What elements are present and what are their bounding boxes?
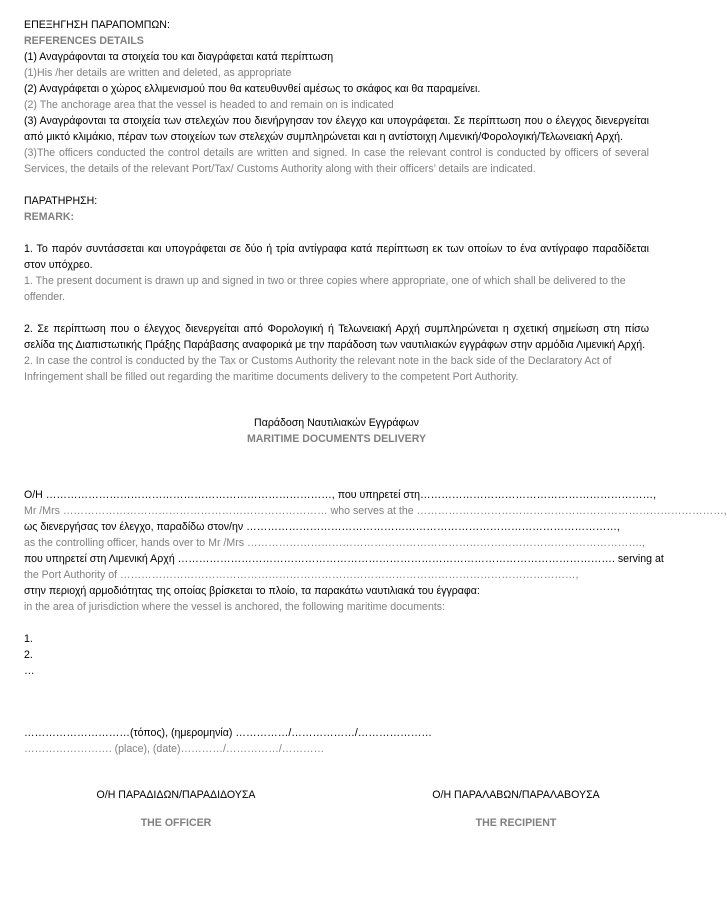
reference-1-gr: (1) Αναγράφονται τα στοιχεία του και διαγράφεται κατά περίπτωση (24, 51, 334, 63)
reference-2-gr: (2) Αναγράφεται ο χώρος ελλιμενισμού που θα κατευθυνθεί αμέσως το σκάφος και θα παραμείνει. (24, 83, 481, 95)
document-item-2: 2. (24, 649, 33, 661)
remark-1-en: 1. The present document is drawn up and signed in two or three copies where appropriate, one of which shall be delivered to the offender. (24, 275, 626, 303)
document-list (24, 631, 649, 679)
references-section (24, 17, 649, 177)
delivery-title-en: MARITIME DOCUMENTS DELIVERY (246, 433, 427, 445)
delivery-line-officer-en: Mr /Mrs ………………………………………………………………… who serves at the ……………………………………………………………………………, (24, 505, 727, 517)
references-title-gr: ΕΠΕΞΗΓΗΣΗ ΠΑΡΑΠΟΜΠΩΝ: (24, 19, 170, 31)
recipient-title-en: THE RECIPIENT (475, 817, 557, 829)
remark-section (24, 193, 649, 385)
reference-2-en: (2) The anchorage area that the vessel is headed to and remain on is indicated (24, 99, 394, 111)
place-date-en: ……………………. (place), (date)…………/……………/………… (24, 743, 325, 755)
delivery-line-area-gr: στην περιοχή αρμοδιότητας της οποίας βρίσκεται το πλοίο, τα παρακάτω ναυτιλιακά του έγγραφα: (24, 585, 480, 597)
remark-2-en: 2. In case the control is conducted by the Tax or Customs Authority the relevant note in the back side of the Declaratory Act of Infringement shall be filled out regarding the maritime documents delivery to the competent Port Authority. (24, 355, 612, 383)
place-date-section (24, 725, 649, 757)
document-item-3: … (24, 665, 35, 677)
officer-title-en: THE OFFICER (140, 817, 212, 829)
delivery-title-gr: Παράδοση Ναυτιλιακών Εγγράφων (254, 417, 419, 429)
reference-3-gr: (3) Αναγράφονται τα στοιχεία των στελεχών που διενήργησαν τον έλεγχο και υπογράφεται. Σε περίπτωση που ο έλεγχος διενεργείται από μικτό κλιμάκιο, πέραν των στοιχείων των στελεχών συμπληρώνεται και η αντίστοιχη Λιμενική/Φορολογική/Τελωνειακή Αρχή. (24, 115, 649, 143)
delivery-line-handover-en: as the controlling officer, hands over to Mr /Mrs …………………………………………………………………………………………………., (24, 537, 645, 549)
remark-2-gr: 2. Σε περίπτωση που ο έλεγχος διενεργείται από Φορολογική ή Τελωνειακή Αρχή συμπληρώνεται η σχετική σημείωση στη πίσω σελίδα της Διαπιστωτικής Πράξης Παράβασης αναφορικά με την παράδοση των ναυτιλιακών εγγράφων στην αρμόδια Λιμενική Αρχή. (24, 323, 649, 351)
officer-title-gr: Ο/Η ΠΑΡΑΔΙΔΩΝ/ΠΑΡΑΔΙΔΟΥΣΑ (96, 789, 256, 801)
references-title-en: REFERENCES DETAILS (24, 35, 144, 47)
remark-title-en: REMARK: (24, 211, 75, 223)
place-date-gr: …………………………(τόπος), (ημερομηνία) ……………/………………/………………… (24, 727, 432, 739)
reference-3-en: (3)The officers conducted the control details are written and signed. In case the relevant control is conducted by officers of several Services, the details of the relevant Port/Tax/ Customs Authority along with their officers’ details are indicated. (24, 147, 649, 175)
signatures-section (24, 787, 649, 847)
delivery-line-handover-gr: ως διενεργήσας τον έλεγχο, παραδίδω στον/ην ……………………………………………………………………………………………, (24, 521, 620, 533)
delivery-line-area-en: in the area of jurisdiction where the vessel is anchored, the following maritime documents: (24, 601, 446, 613)
delivery-line-officer-gr: Ο/Η ………………………………………………………………………, που υπηρετεί στη…………………………………………………………, (24, 489, 657, 501)
remark-1-gr: 1. Το παρόν συντάσσεται και υπογράφεται σε δύο ή τρία αντίγραφα κατά περίπτωση εκ των οποίων το ένα αντίγραφο παραδίδεται στον υπόχρεο. (24, 243, 649, 271)
delivery-section (24, 415, 727, 679)
remark-title-gr: ΠΑΡΑΤΗΡΗΣΗ: (24, 195, 98, 207)
officer-signature-block (46, 787, 306, 831)
recipient-signature-block (386, 787, 646, 831)
reference-1-en: (1)His /her details are written and deleted, as appropriate (24, 67, 292, 79)
delivery-line-port-gr: που υπηρετεί στη Λιμενική Αρχή ……………………………………………………………………………………………………………. serving at (24, 553, 664, 565)
delivery-line-port-en: the Port Authority of …………………………………………………………………………………………………………………, (24, 569, 579, 581)
document-item-1: 1. (24, 633, 33, 645)
recipient-title-gr: Ο/Η ΠΑΡΑΛΑΒΩΝ/ΠΑΡΑΛΑΒΟΥΣΑ (432, 789, 600, 801)
